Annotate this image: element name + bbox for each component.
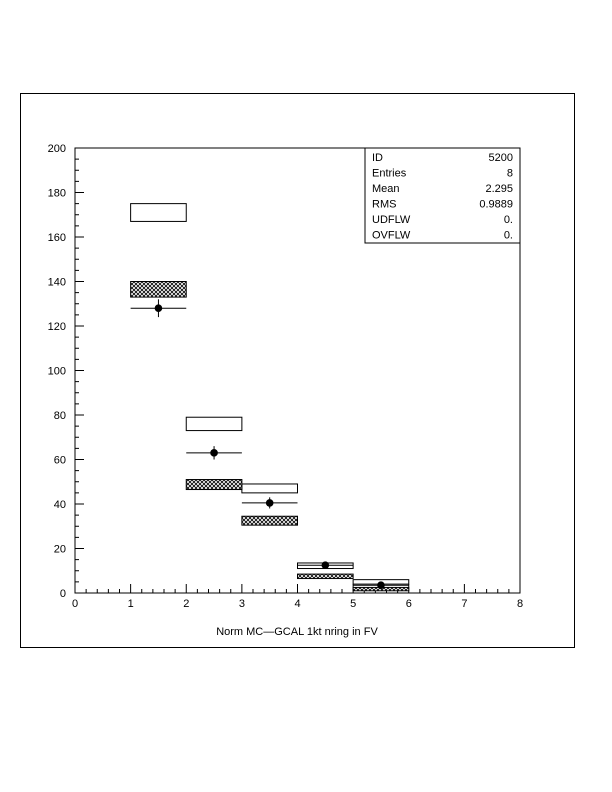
open-box <box>131 204 187 222</box>
x-tick-label: 4 <box>294 598 301 610</box>
open-box <box>186 417 242 430</box>
stats-label: OVFLW <box>372 229 411 242</box>
hatched-box <box>298 574 354 578</box>
hatched-box <box>186 480 242 490</box>
y-tick-label: 20 <box>53 543 66 556</box>
stats-label: ID <box>372 152 383 164</box>
x-tick-label: 7 <box>461 598 468 610</box>
data-points <box>131 299 409 589</box>
x-tick-label: 6 <box>405 598 412 610</box>
stats-label: UDFLW <box>372 214 411 226</box>
x-tick-label: 3 <box>238 598 245 610</box>
y-tick-label: 180 <box>47 187 66 200</box>
x-tick-label: 0 <box>71 598 79 610</box>
x-tick-label: 8 <box>516 598 524 610</box>
y-tick-label: 60 <box>53 454 66 467</box>
hatched-box <box>131 282 187 298</box>
stats-label: Mean <box>372 183 400 195</box>
x-tick-label: 2 <box>183 598 190 610</box>
stats-value: 2.295 <box>485 183 513 195</box>
data-boxes <box>131 204 409 591</box>
stats-value: 0. <box>503 214 513 226</box>
x-tick-label: 5 <box>350 598 357 610</box>
stats-value: 8 <box>506 167 513 180</box>
stats-value: 0.9889 <box>479 198 513 211</box>
open-box <box>242 484 298 493</box>
stats-value: 5200 <box>488 152 513 164</box>
y-tick-label: 100 <box>47 365 66 378</box>
data-point <box>322 561 330 569</box>
hatched-box <box>242 516 298 525</box>
x-tick-label: 1 <box>127 598 134 610</box>
y-tick-label: 140 <box>47 276 66 289</box>
data-point <box>266 499 274 507</box>
data-point <box>210 449 218 457</box>
y-tick-label: 0 <box>59 588 66 600</box>
x-axis-title: Norm MC—GCAL 1kt nring in FV <box>216 626 378 638</box>
stats-label: RMS <box>372 198 397 211</box>
stats-value: 0. <box>503 229 513 242</box>
y-tick-label: 120 <box>47 321 66 333</box>
y-tick-label: 40 <box>53 499 66 511</box>
y-tick-label: 160 <box>47 232 66 244</box>
stats-box <box>365 148 520 243</box>
data-point <box>155 304 163 312</box>
y-tick-label: 80 <box>53 410 66 422</box>
stats-label: Entries <box>372 167 407 180</box>
data-point <box>377 581 385 589</box>
y-tick-label: 200 <box>47 143 66 155</box>
